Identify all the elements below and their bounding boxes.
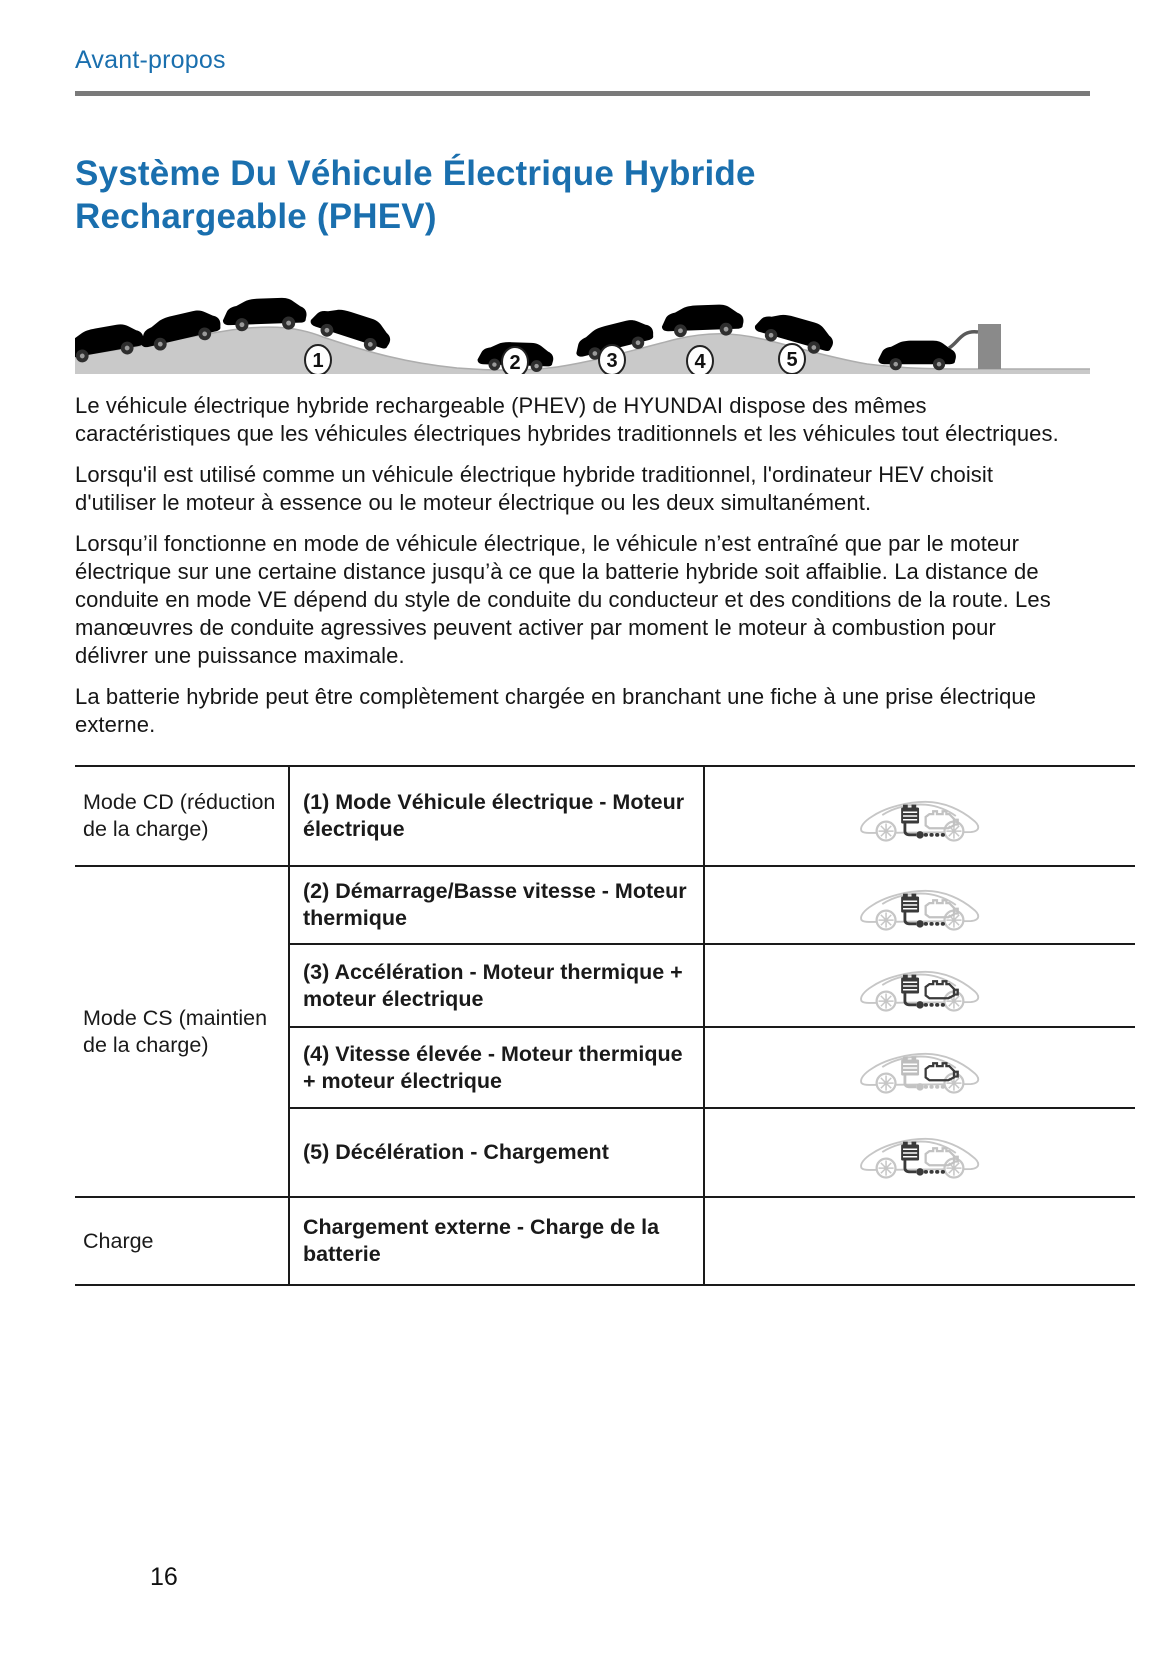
- mode-name-cell: Mode CD (réduction de la charge): [75, 766, 289, 866]
- svg-text:1: 1: [312, 350, 324, 372]
- section-header: Avant-propos: [75, 46, 226, 74]
- charging-station: [978, 324, 1001, 369]
- body-copy: [75, 392, 1090, 739]
- battery-icon: [901, 894, 919, 913]
- mode-icon-cell: [704, 1027, 1135, 1108]
- stage-marker-2: [502, 347, 528, 374]
- paragraph: Lorsqu’il fonctionne en mode de véhicule électrique, le véhicule n’est entraîné que par le moteur électrique sur une certaine distance jusqu’à ce que la batterie hybride soit affaiblie. La distance de conduite en mode VE dépend du style de conduite du conducteur et des conditions de la route. Les manœuvres de conduite agressives peuvent activer par moment le moteur à combustion pour délivrer une puissance maximale.: [75, 531, 1051, 668]
- powertrain-car-icon: [854, 958, 986, 1014]
- mode-name-cell: Mode CS (maintien de la charge): [75, 866, 289, 1197]
- battery-icon: [901, 1056, 919, 1075]
- page-number: 16: [150, 1563, 178, 1591]
- powertrain-car-icon: [854, 877, 986, 933]
- svg-text:5: 5: [786, 349, 798, 371]
- stage-marker-3: [599, 345, 625, 374]
- table-row: [75, 866, 1135, 944]
- paragraph: Lorsqu'il est utilisé comme un véhicule électrique hybride traditionnel, l'ordinateur HEV choisit d'utiliser le moteur à essence ou le moteur électrique ou les deux simultanément.: [75, 462, 994, 515]
- mode-desc-cell: Chargement externe - Charge de la batterie: [289, 1197, 704, 1285]
- powertrain-car-icon: [854, 1125, 986, 1181]
- manual-page: [75, 0, 1090, 1591]
- phev-stages-illustration: [75, 290, 1090, 374]
- mode-icon-cell: [704, 944, 1135, 1027]
- mode-desc-cell: (2) Démarrage/Basse vitesse - Moteur thermique: [289, 866, 704, 944]
- stage-marker-5: [779, 344, 805, 374]
- stage-marker-1: [305, 345, 331, 374]
- mode-name-cell: Charge: [75, 1197, 289, 1285]
- table-row: [75, 766, 1135, 866]
- battery-icon: [901, 805, 919, 824]
- paragraph: La batterie hybride peut être complètement chargée en branchant une fiche à une prise électrique externe.: [75, 684, 1037, 737]
- suv-car: [661, 304, 744, 338]
- page-title: Système Du Véhicule Électrique Hybride Rechargeable (PHEV): [75, 154, 756, 236]
- powertrain-car-icon: [854, 1040, 986, 1096]
- svg-text:4: 4: [694, 351, 706, 373]
- svg-text:2: 2: [509, 352, 521, 374]
- charging-cable: [949, 332, 978, 348]
- mode-desc-cell: (4) Vitesse élevée - Moteur thermique + moteur électrique: [289, 1027, 704, 1108]
- mode-desc-cell: (1) Mode Véhicule électrique - Moteur électrique: [289, 766, 704, 866]
- mode-icon-cell: [704, 866, 1135, 944]
- mode-desc-cell: (5) Décélération - Chargement: [289, 1108, 704, 1197]
- phev-mode-table: [75, 765, 1135, 1286]
- stage-marker-4: [687, 346, 713, 374]
- powertrain-car-icon: [854, 788, 986, 844]
- battery-icon: [901, 1141, 919, 1160]
- svg-text:3: 3: [606, 350, 618, 372]
- paragraph: Le véhicule électrique hybride rechargeable (PHEV) de HYUNDAI dispose des mêmes caractéristiques que les véhicules électriques hybrides traditionnels et les véhicules tout électriques.: [75, 393, 1059, 446]
- battery-icon: [901, 974, 919, 993]
- mode-desc-cell: (3) Accélération - Moteur thermique + moteur électrique: [289, 944, 704, 1027]
- header-divider: [75, 91, 1090, 96]
- suv-car: [878, 341, 956, 371]
- mode-icon-cell: [704, 1108, 1135, 1197]
- mode-icon-cell: [704, 1197, 1135, 1285]
- table-row: [75, 1197, 1135, 1285]
- mode-icon-cell: [704, 766, 1135, 866]
